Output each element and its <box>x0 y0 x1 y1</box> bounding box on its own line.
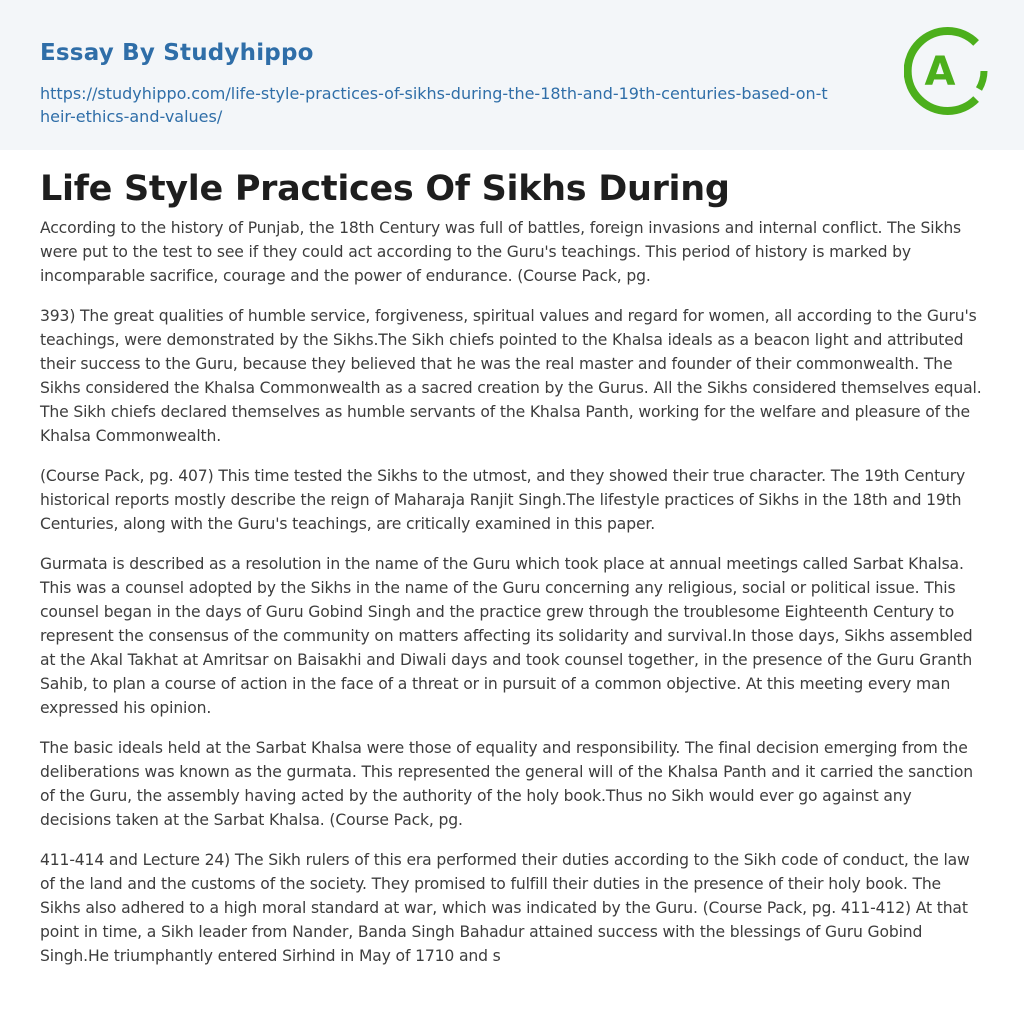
article-content <box>40 166 985 984</box>
article-paragraph: 393) The great qualities of humble service, forgiveness, spiritual values and regard for women, all according to the Guru's teachings, were demonstrated by the Sikhs.The Sikh chiefs pointed to the Khalsa ideals as a beacon light and attributed their success to the Guru, because they believed that he was the real master and founder of their commonwealth. The Sikhs considered the Khalsa Commonwealth as a sacred creation by the Gurus. All the Sikhs considered themselves equal. The Sikh chiefs declared themselves as humble servants of the Khalsa Panth, working for the welfare and pleasure of the Khalsa Commonwealth. <box>40 307 982 445</box>
site-brand[interactable]: Essay By Studyhippo <box>40 40 314 66</box>
article-paragraph: Gurmata is described as a resolution in the name of the Guru which took place at annual meetings called Sarbat Khalsa. This was a counsel adopted by the Sikhs in the name of the Guru concerning any religious, social or political issue. This counsel began in the days of Guru Gobind Singh and the practice grew through the troublesome Eighteenth Century to represent the consensus of the community on matters affecting its solidarity and survival.In those days, Sikhs assembled at the Akal Takhat at Amritsar on Baisakhi and Diwali days and took counsel together, in the presence of the Guru Granth Sahib, to plan a course of action in the face of a threat or in pursuit of a common objective. At this meeting every man expressed his opinion. <box>40 555 973 717</box>
article-paragraph: (Course Pack, pg. 407) This time tested the Sikhs to the utmost, and they showed their true character. The 19th Century historical reports mostly describe the reign of Maharaja Ranjit Singh.The lifestyle practices of Sikhs in the 18th and 19th Centuries, along with the Guru's teachings, are critically examined in this paper. <box>40 467 966 533</box>
article-paragraph: The basic ideals held at the Sarbat Khalsa were those of equality and responsibility. The final decision emerging from the deliberations was known as the gurmata. This represented the general will of the Khalsa Panth and it carried the sanction of the Guru, the assembly having acted by the authority of the holy book.Thus no Sikh would ever go against any decisions taken at the Sarbat Khalsa. (Course Pack, pg. <box>40 739 973 829</box>
article-paragraph: 411-414 and Lecture 24) The Sikh rulers of this era performed their duties according to the Sikh code of conduct, the law of the land and the customs of the society. They promised to fulfill their duties in the presence of their holy book. The Sikhs also adhered to a high moral standard at war, which was indicated by the Guru. (Course Pack, pg. 411-412) At that point in time, a Sikh leader from Nander, Banda Singh Bahadur attained success with the blessings of Guru Gobind Singh.He triumphantly entered Sirhind in May of 1710 and s <box>40 851 970 965</box>
source-url-link[interactable]: https://studyhippo.com/life-style-practices-of-sikhs-during-the-18th-and-19th-centuries-based-on-their-ethics-and-values/ <box>40 84 828 126</box>
page-header <box>0 0 1024 150</box>
article-title: Life Style Practices Of Sikhs During <box>40 169 730 209</box>
article-paragraph: According to the history of Punjab, the 18th Century was full of battles, foreign invasions and internal conflict. The Sikhs were put to the test to see if they could act according to the Guru's teachings. This period of history is marked by incomparable sacrifice, courage and the power of endurance. (Course Pack, pg. <box>40 219 962 285</box>
logo-letter: A <box>924 49 956 95</box>
studyhippo-logo-icon[interactable] <box>904 27 992 115</box>
